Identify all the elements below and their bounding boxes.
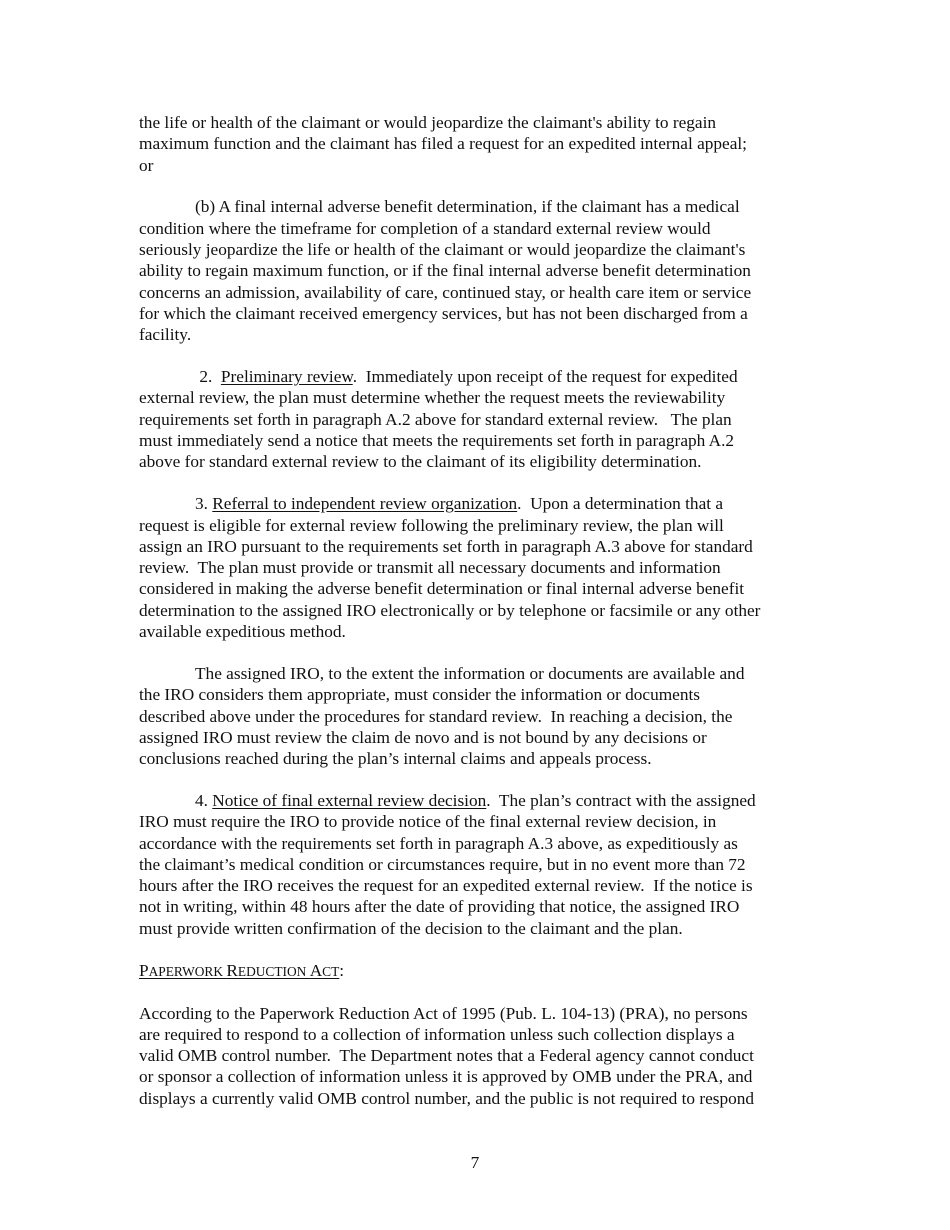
text-line: request is eligible for external review following the preliminary review, the plan will (139, 515, 724, 535)
heading-letter: P (139, 960, 149, 980)
text-line: facility. (139, 325, 192, 345)
text-line: condition where the timeframe for completion of a standard external review would (139, 218, 711, 238)
text-line: conclusions reached during the plan’s internal claims and appeals process. (139, 749, 652, 769)
paragraph-assigned-iro (139, 663, 819, 769)
heading-letters: APERWORK (148, 963, 227, 979)
text-line: are required to respond to a collection of information unless such collection displays a (139, 1024, 735, 1044)
section-first-line (139, 366, 819, 387)
text-line: review. The plan must provide or transmit all necessary documents and information (139, 558, 721, 578)
section-number: 4. (195, 790, 213, 810)
section-2-preliminary-review (139, 366, 819, 472)
paragraph-b (139, 196, 819, 345)
text-line: accordance with the requirements set forth in paragraph A.3 above, as expeditiously as (139, 833, 738, 853)
text-line: concerns an admission, availability of care, continued stay, or health care item or service (139, 282, 752, 302)
text-line: the claimant’s medical condition or circumstances require, but in no event more than 72 (139, 854, 746, 874)
page-number: 7 (470, 1153, 480, 1172)
text-line: external review, the plan must determine whether the request meets the reviewability (139, 388, 726, 408)
text-line: or (139, 155, 154, 175)
section-4-notice (139, 790, 819, 939)
section-first-line-text: . Upon a determination that a (517, 494, 724, 514)
text-line: considered in making the adverse benefit determination or final internal adverse benefit (139, 579, 745, 599)
section-title: Referral to independent review organization (212, 494, 518, 514)
text-line: must provide written confirmation of the decision to the claimant and the plan. (139, 918, 683, 938)
section-number: 2. (195, 367, 221, 387)
text-line: displays a currently valid OMB control number, and the public is not required to respond (139, 1088, 755, 1108)
text-line: maximum function and the claimant has filed a request for an expedited internal appeal; (139, 134, 747, 154)
section-first-line-text: . Immediately upon receipt of the request for expedited (352, 367, 738, 387)
text-line: must immediately send a notice that meets the requirements set forth in paragraph A.2 (139, 431, 735, 451)
text-line: seriously jeopardize the life or health of the claimant or would jeopardize the claimant's (139, 240, 746, 260)
text-line: described above under the procedures for standard review. In reaching a decision, the (139, 706, 733, 726)
text-line: the life or health of the claimant or would jeopardize the claimant's ability to regain (139, 113, 717, 132)
document-page (139, 112, 819, 1130)
heading-letters: CT (322, 963, 340, 979)
text-line: valid OMB control number. The Department notes that a Federal agency cannot conduct (139, 1046, 754, 1066)
text-line: The assigned IRO, to the extent the information or documents are available and (195, 663, 745, 683)
section-title: Preliminary review (220, 367, 353, 387)
text-line: requirements set forth in paragraph A.2 above for standard external review. The plan (139, 409, 732, 429)
section-first-line-text: . The plan’s contract with the assigned (486, 790, 756, 810)
text-line: for which the claimant received emergency services, but has not been discharged from a (139, 303, 748, 323)
paragraph-continuation (139, 112, 819, 176)
text-line: (b) A final internal adverse benefit determination, if the claimant has a medical (195, 197, 740, 217)
text-line: not in writing, within 48 hours after the date of providing that notice, the assigned IRO (139, 897, 740, 917)
text-line: above for standard external review to the claimant of its eligibility determination. (139, 452, 702, 472)
text-line: According to the Paperwork Reduction Act of 1995 (Pub. L. 104-13) (PRA), no persons (139, 1003, 748, 1023)
heading-smallcaps (139, 961, 339, 980)
text-line: determination to the assigned IRO electronically or by telephone or facsimile or any other (139, 600, 761, 620)
text-line: the IRO considers them appropriate, must consider the information or documents (139, 685, 701, 705)
text-line: assign an IRO pursuant to the requirements set forth in paragraph A.3 above for standard (139, 536, 753, 556)
text-line: or sponsor a collection of information unless it is approved by OMB under the PRA, and (139, 1067, 753, 1087)
text-line: ability to regain maximum function, or if the final internal adverse benefit determination (139, 261, 751, 281)
heading-letter: A (309, 960, 323, 980)
section-first-line (139, 493, 819, 514)
section-title: Notice of final external review decision (212, 790, 487, 810)
text-line: hours after the IRO receives the request for an expedited external review. If the notice is (139, 876, 753, 896)
heading-letters: EDUCTION (237, 963, 310, 979)
section-3-referral (139, 493, 819, 642)
heading-letter: R (226, 960, 238, 980)
section-number: 3. (195, 494, 213, 514)
heading-colon: : (339, 960, 345, 980)
text-line: assigned IRO must review the claim de novo and is not bound by any decisions or (139, 727, 707, 747)
section-first-line (139, 790, 819, 811)
text-line: IRO must require the IRO to provide notice of the final external review decision, in (139, 812, 717, 832)
text-line: available expeditious method. (139, 622, 346, 642)
section-heading-pra (139, 960, 819, 982)
paragraph-pra (139, 1003, 819, 1109)
